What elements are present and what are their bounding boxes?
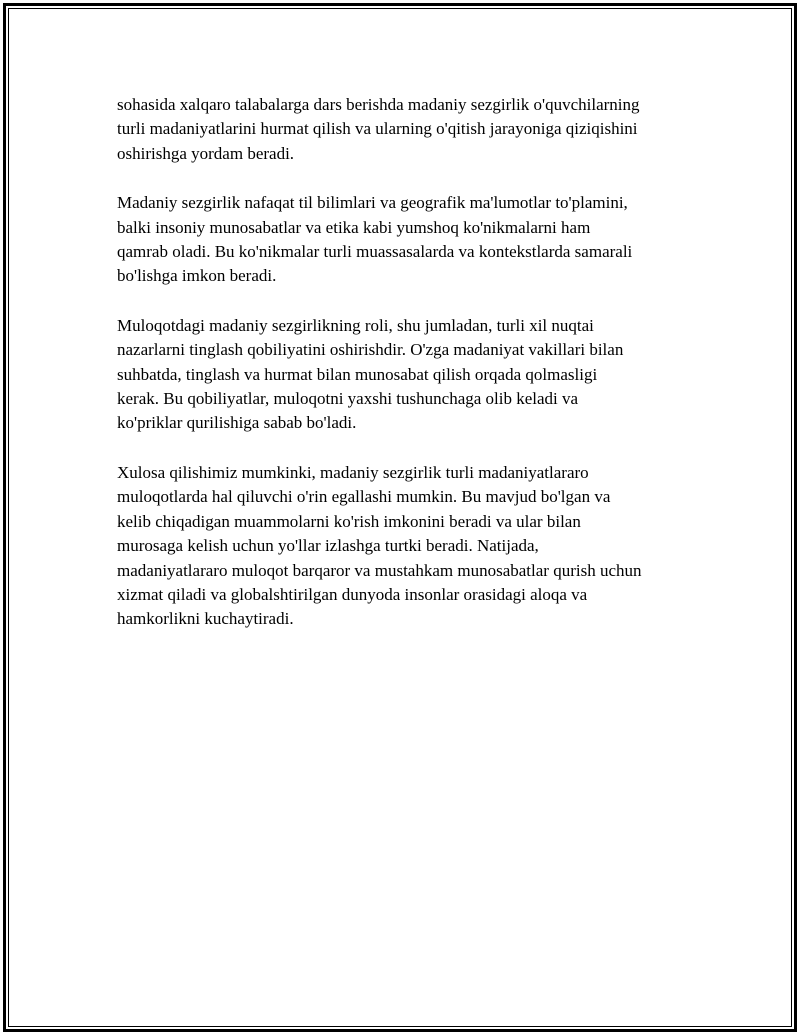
paragraph-1 bbox=[117, 93, 692, 166]
text-line: oshirishga yordam beradi. bbox=[117, 143, 295, 163]
paragraph-3 bbox=[117, 314, 692, 436]
text-line: xizmat qiladi va globalshtirilgan dunyoda insonlar orasidagi aloqa va bbox=[117, 584, 588, 604]
text-line: qamrab oladi. Bu ko'nikmalar turli muassasalarda va kontekstlarda samarali bbox=[117, 242, 633, 262]
text-line: turli madaniyatlarini hurmat qilish va ularning o'qitish jarayoniga qiziqishini bbox=[117, 119, 638, 139]
text-line: suhbatda, tinglash va hurmat bilan munosabat qilish orqada qolmasligi bbox=[117, 364, 598, 384]
page-border bbox=[3, 3, 797, 1032]
text-line: hamkorlikni kuchaytiradi. bbox=[117, 609, 294, 629]
text-line: kerak. Bu qobiliyatlar, muloqotni yaxshi tushunchaga olib keladi va bbox=[117, 389, 579, 409]
text-line: muloqotlarda hal qiluvchi o'rin egallashi mumkin. Bu mavjud bo'lgan va bbox=[117, 487, 611, 507]
text-line: Xulosa qilishimiz mumkinki, madaniy sezgirlik turli madaniyatlararo bbox=[117, 462, 589, 482]
document-body bbox=[117, 93, 692, 657]
text-line: balki insoniy munosabatlar va etika kabi yumshoq ko'nikmalarni ham bbox=[117, 217, 591, 237]
text-line: kelib chiqadigan muammolarni ko'rish imkonini beradi va ular bilan bbox=[117, 511, 581, 531]
paragraph-4 bbox=[117, 461, 692, 632]
text-line: sohasida xalqaro talabalarga dars berishda madaniy sezgirlik o'quvchilarning bbox=[117, 95, 640, 114]
text-line: murosaga kelish uchun yo'llar izlashga turtki beradi. Natijada, bbox=[117, 536, 539, 556]
text-line: madaniyatlararo muloqot barqaror va mustahkam munosabatlar qurish uchun bbox=[117, 560, 642, 580]
text-line: nazarlarni tinglash qobiliyatini oshirishdir. O'zga madaniyat vakillari bilan bbox=[117, 340, 624, 360]
text-line: Muloqotdagi madaniy sezgirlikning roli, shu jumladan, turli xil nuqtai bbox=[117, 315, 594, 335]
text-line: Madaniy sezgirlik nafaqat til bilimlari va geografik ma'lumotlar to'plamini, bbox=[117, 193, 628, 213]
paragraph-2 bbox=[117, 191, 692, 289]
text-line: ko'priklar qurilishiga sabab bo'ladi. bbox=[117, 413, 357, 433]
text-line: bo'lishga imkon beradi. bbox=[117, 266, 277, 286]
